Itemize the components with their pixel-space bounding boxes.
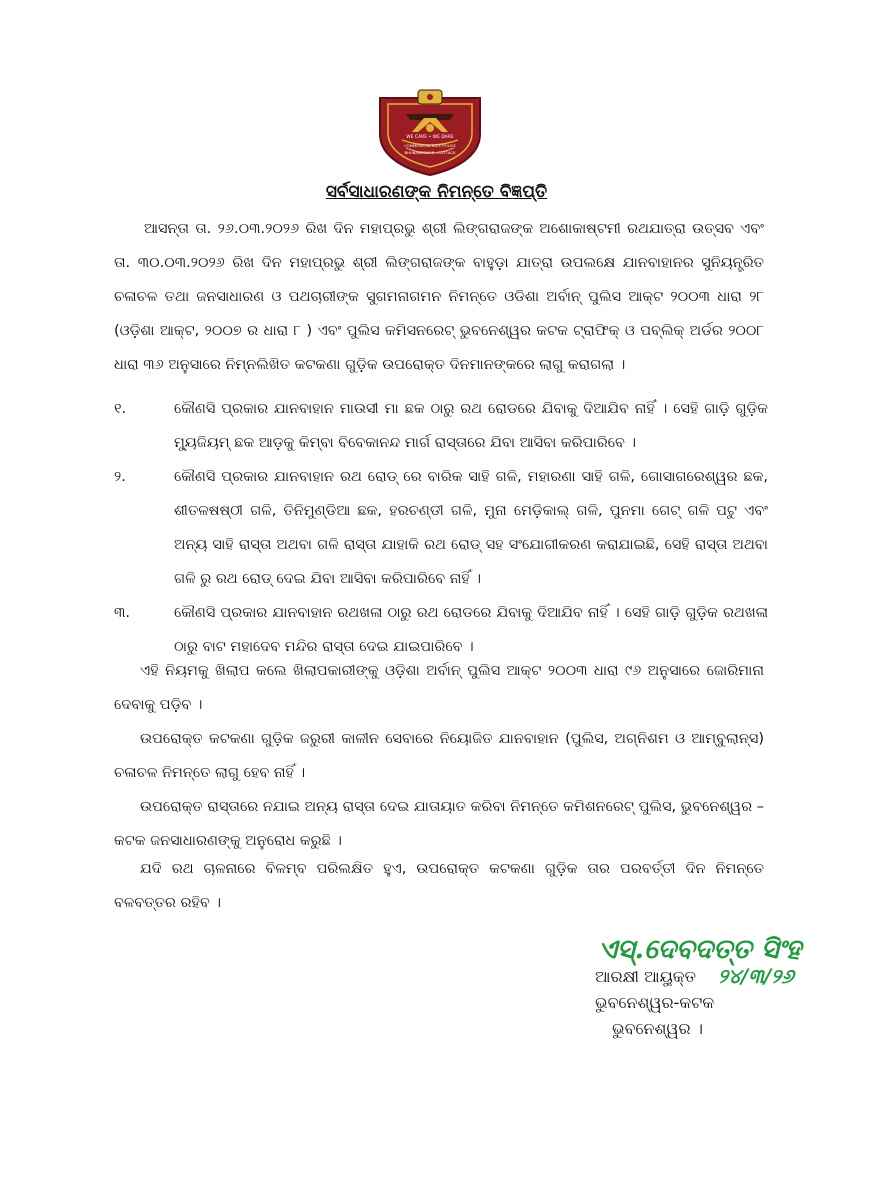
exemption-paragraph: ଉପରୋକ୍ତ କଟକଣା ଗୁଡ଼ିକ ଜରୁରୀ କାଳୀନ ସେବାରେ ନିୟୋଜିତ ଯାନବାହାନ (ପୁଲିସ, ଅଗ୍ନିଶମ ଓ ଆମ୍ବୁଲାନ୍ସ) ଚଳାଚଳ ନିମନ୍ତେ ଲାଗୁ ହେବ ନାହିଁ । xyxy=(114,731,764,781)
handwritten-signature: ଏସ୍.ଦେବଦତ୍ତ ସିଂହ xyxy=(598,934,802,965)
police-emblem-icon xyxy=(372,88,488,176)
signature-date: ୨୪/୩/୨୬ xyxy=(718,964,794,988)
item-text: କୌଣସି ପ୍ରକାର ଯାନବାହାନ ରଥଖଳା ଠାରୁ ରଥ ରୋଡରେ ଯିବାକୁ ଦିଆଯିବ ନାହିଁ । ସେହି ଗାଡ଼ି ଗୁଡ଼ିକ ରଥଖଳା ଠାରୁ ବାଟ ମହାଦେବ ମନ୍ଦିର ରାସ୍ତା ଦେଇ ଯାଇପାରିବେ । xyxy=(174,605,768,655)
notice-title: ସର୍ବସାଧାରଣଙ୍କ ନିମନ୍ତେ ବିଜ୍ଞପ୍ତି xyxy=(325,182,548,202)
item-text: କୌଣସି ପ୍ରକାର ଯାନବାହାନ ମାଉସୀ ମା ଛକ ଠାରୁ ରଥ ରୋଡରେ ଯିବାକୁ ଦିଆଯିବ ନାହିଁ । ସେହି ଗାଡ଼ି ଗୁଡ଼ିକ ମ୍ୟୁଜିୟମ୍ ଛକ ଆଡ଼କୁ କିମ୍ବା ବିବେକାନନ୍ଦ ମାର୍ଗ ରାସ୍ତାରେ ଯିବା ଆସିବା କରିପାରିବେ । xyxy=(174,401,768,451)
intro-paragraph: ଆସନ୍ତା ତା. ୨୬.୦୩.୨୦୨୬ ରିଖ ଦିନ ମହାପ୍ରଭୁ ଶ୍ରୀ ଲିଙ୍ଗରାଜଙ୍କ ଅଶୋକାଷ୍ଟମୀ ରଥଯାତ୍ରା ଉତ୍ସବ ଏବଂ ତା. ୩୦.୦୩.୨୦୨୬ ରିଖ ଦିନ ମହାପ୍ରଭୁ ଶ୍ରୀ ଲିଙ୍ଗରାଜଙ୍କ ବାହୁଡ଼ା ଯାତ୍ରା ଉପଲକ୍ଷେ ଯାନବାହାନର ସୁନିୟନ୍ତ୍ରିତ ଚଳାଚଳ ତଥା ଜନସାଧାରଣ ଓ ପଥଚାରୀଙ୍କ ସୁଗମନାଗମନ ନିମନ୍ତେ ଓଡିଶା ଅର୍ବାନ୍ ପୁଲିସ ଆକ୍ଟ ୨୦୦୩ ଧାରା ୨୮ (ଓଡ଼ିଶା ଆକ୍ଟ, ୨୦୦୭ ର ଧାରା ୮ ) ଏବଂ ପୁଲିସ କମିସନରେଟ୍ ଭୁବନେଶ୍ୱର କଟକ ଟ୍ରାଫିକ୍ ଓ ପବ୍ଲିକ୍ ଅର୍ଡର ୨୦୦୮ ଧାରା ୩୬ ଅନୁସାରେ ନିମ୍ନଲିଖିତ କଟକଣା ଗୁଡ଼ିକ ଉପରୋକ୍ତ ଦିନମାନଙ୍କରେ ଲାଗୁ କରାଗଲା । xyxy=(114,221,764,373)
designation: ଆରକ୍ଷୀ ଆୟୁକ୍ତ xyxy=(595,967,697,986)
item-number: ୨. xyxy=(114,469,126,485)
item-text: କୌଣସି ପ୍ରକାର ଯାନବାହାନ ରଥ ରୋଡ୍ ରେ ବାରିକ ସାହି ଗଳି, ମହାରଣା ସାହି ଗଳି, ଗୋସାଗରେଶ୍ୱର ଛକ, ଶୀତଳଷଷ୍ଠୀ ଗଳି, ତିନିମୁଣ୍ଡିଆ ଛକ, ହରଚଣ୍ଡୀ ଗଳି, ମୁନା ମେଡ଼ିକାଲ୍ ଗଳି, ପୁନମା ଗେଟ୍ ଗଳି ପଟୁ ଏବଂ ଅନ୍ୟ ସାହି ରାସ୍ତା ଅଥବା ଗଳି ରାସ୍ତା ଯାହାକି ରଥ ରୋଡ୍ ସହ ସଂଯୋଗୀକରଣ କରାଯାଇଛି, ସେହି ରାସ୍ତା ଅଥବା ଗଳି ରୁ ରଥ ରୋଡ୍ ଦେଇ ଯିବା ଆସିବା କରିପାରିବେ ନାହିଁ । xyxy=(174,469,768,587)
request-paragraph: ଉପରୋକ୍ତ ରାସ୍ତାରେ ନଯାଇ ଅନ୍ୟ ରାସ୍ତା ଦେଇ ଯାତାୟାତ କରିବା ନିମନ୍ତେ କମିଶନରେଟ୍ ପୁଲିସ, ଭୁବନେଶ୍ୱର – କଟକ ଜନସାଧାରଣଙ୍କୁ ଅନୁରୋଧ କରୁଛି । xyxy=(114,799,764,849)
delay-paragraph: ଯଦି ରଥ ଚାଳନାରେ ବିଳମ୍ବ ପରିଲକ୍ଷିତ ହୁଏ, ଉପରୋକ୍ତ କଟକଣା ଗୁଡ଼ିକ ତାର ପରବର୍ତ୍ତୀ ଦିନ ନିମନ୍ତେ ବଳବତ୍ତର ରହିବ । xyxy=(114,861,764,911)
emblem-text-line-1: COMMISSIONERATE POLICE xyxy=(404,143,456,148)
emblem-text-line-2: BHUBANESWAR - CUTTACK xyxy=(404,150,456,155)
item-number: ୧. xyxy=(114,401,127,417)
office-name: ଭୁବନେଶ୍ୱର-କଟକ xyxy=(595,993,715,1012)
emblem-motto: WE CARE • WE DARE xyxy=(406,135,454,140)
office-place: ଭୁବନେଶ୍ୱର । xyxy=(612,1019,703,1038)
penalty-paragraph: ଏହି ନିୟମକୁ ଖିଲାପ କଲେ ଖିଲାପକାରୀଙ୍କୁ ଓଡ଼ିଶା ଅର୍ବାନ୍ ପୁଲିସ ଆକ୍ଟ ୨୦୦୩ ଧାରା ୯୬ ଅନୁସାରେ ଜୋରିମାନା ଦେବାକୁ ପଡ଼ିବ । xyxy=(114,663,764,713)
item-number: ୩. xyxy=(114,605,131,621)
